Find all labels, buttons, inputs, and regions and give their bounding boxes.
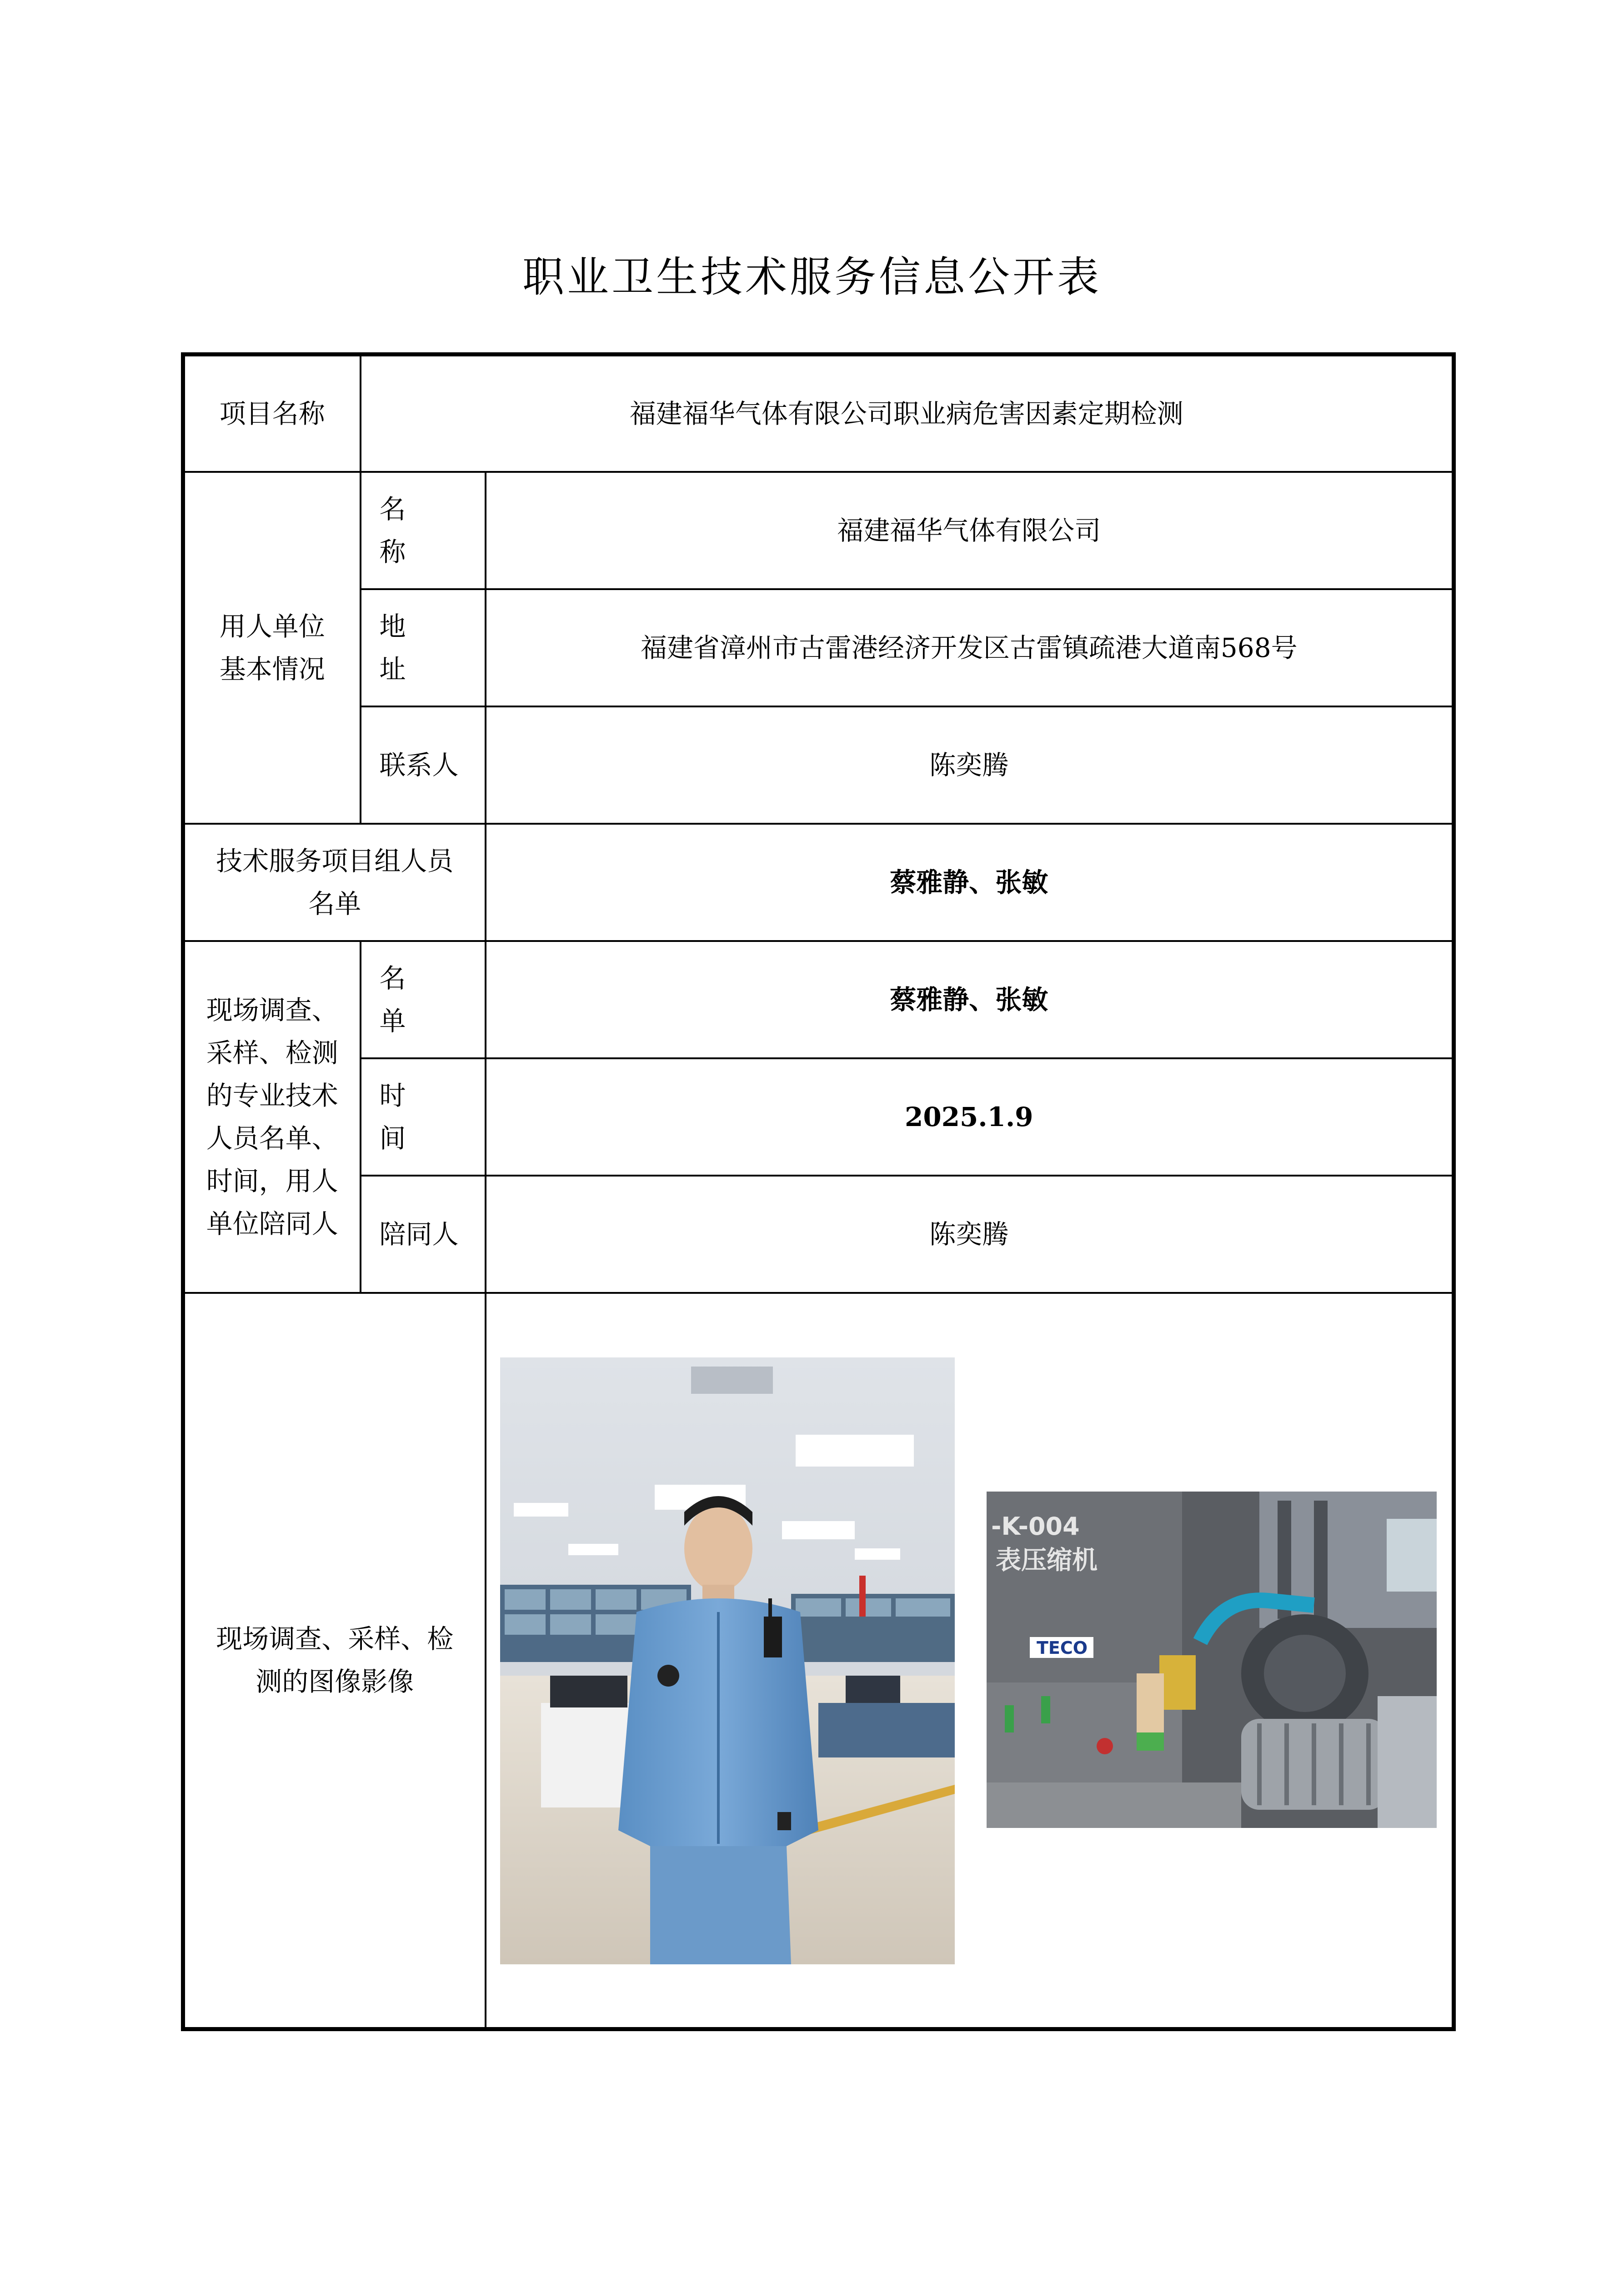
escort-value: 陈奕腾: [486, 1176, 1454, 1293]
survey-label-line: 单位陪同人: [206, 1208, 338, 1239]
contact-value: 陈奕腾: [486, 706, 1454, 824]
address-value: 福建省漳州市古雷港经济开发区古雷镇疏港大道南568号: [486, 589, 1454, 706]
employer-label: [183, 472, 361, 824]
row-escort: [183, 1176, 1454, 1293]
project-name-value: 福建福华气体有限公司职业病危害因素定期检测: [361, 355, 1454, 472]
row-images: [183, 1293, 1454, 2029]
time-label: 时间: [361, 1058, 486, 1176]
photo-worker-control-room: [500, 1357, 955, 1964]
photo-compressor-equipment: [987, 1492, 1437, 1828]
row-address: [183, 589, 1454, 706]
row-employer-name: [183, 472, 1454, 589]
page-title: 职业卫生技术服务信息公开表: [522, 253, 1102, 301]
survey-label-line: 的专业技术: [206, 1080, 338, 1111]
team-label-line1: 技术服务项目组人员: [216, 845, 454, 876]
employer-label-line1: 用人单位: [219, 611, 325, 642]
photo-sign-line2: 表压缩机: [995, 1545, 1098, 1575]
survey-label-line: 现场调查、: [206, 994, 338, 1026]
info-table: [181, 352, 1456, 2031]
list-label: 名单: [361, 941, 486, 1058]
images-label-line2: 测的图像影像: [256, 1666, 414, 1697]
survey-label-line: 采样、检测: [206, 1037, 338, 1068]
row-project-name: [183, 355, 1454, 472]
name-value: 福建福华气体有限公司: [486, 472, 1454, 589]
team-value: 蔡雅静、张敏: [486, 824, 1454, 941]
survey-label-line: 时间，用人: [206, 1165, 338, 1197]
name-label: 名称: [361, 472, 486, 589]
survey-label-line: 人员名单、: [206, 1122, 338, 1154]
team-label-line2: 名单: [308, 888, 361, 919]
time-value: 2025.1.9: [486, 1058, 1454, 1176]
photo-sign-line1: -K-004: [991, 1512, 1080, 1541]
list-value: 蔡雅静、张敏: [486, 941, 1454, 1058]
employer-label-line2: 基本情况: [219, 653, 325, 685]
images-cell: [486, 1293, 1454, 2029]
row-contact: [183, 706, 1454, 824]
survey-label: [183, 941, 361, 1293]
escort-label: 陪同人: [361, 1176, 486, 1293]
photo-brand-label: TECO: [1036, 1637, 1088, 1658]
address-label: 地址: [361, 589, 486, 706]
project-name-label: 项目名称: [183, 355, 361, 472]
row-survey-list: [183, 941, 1454, 1058]
row-team: [183, 824, 1454, 941]
contact-label: 联系人: [361, 706, 486, 824]
images-label: [183, 1293, 486, 2029]
team-label: [183, 824, 486, 941]
images-label-line1: 现场调查、采样、检: [216, 1623, 454, 1655]
row-time: [183, 1058, 1454, 1176]
